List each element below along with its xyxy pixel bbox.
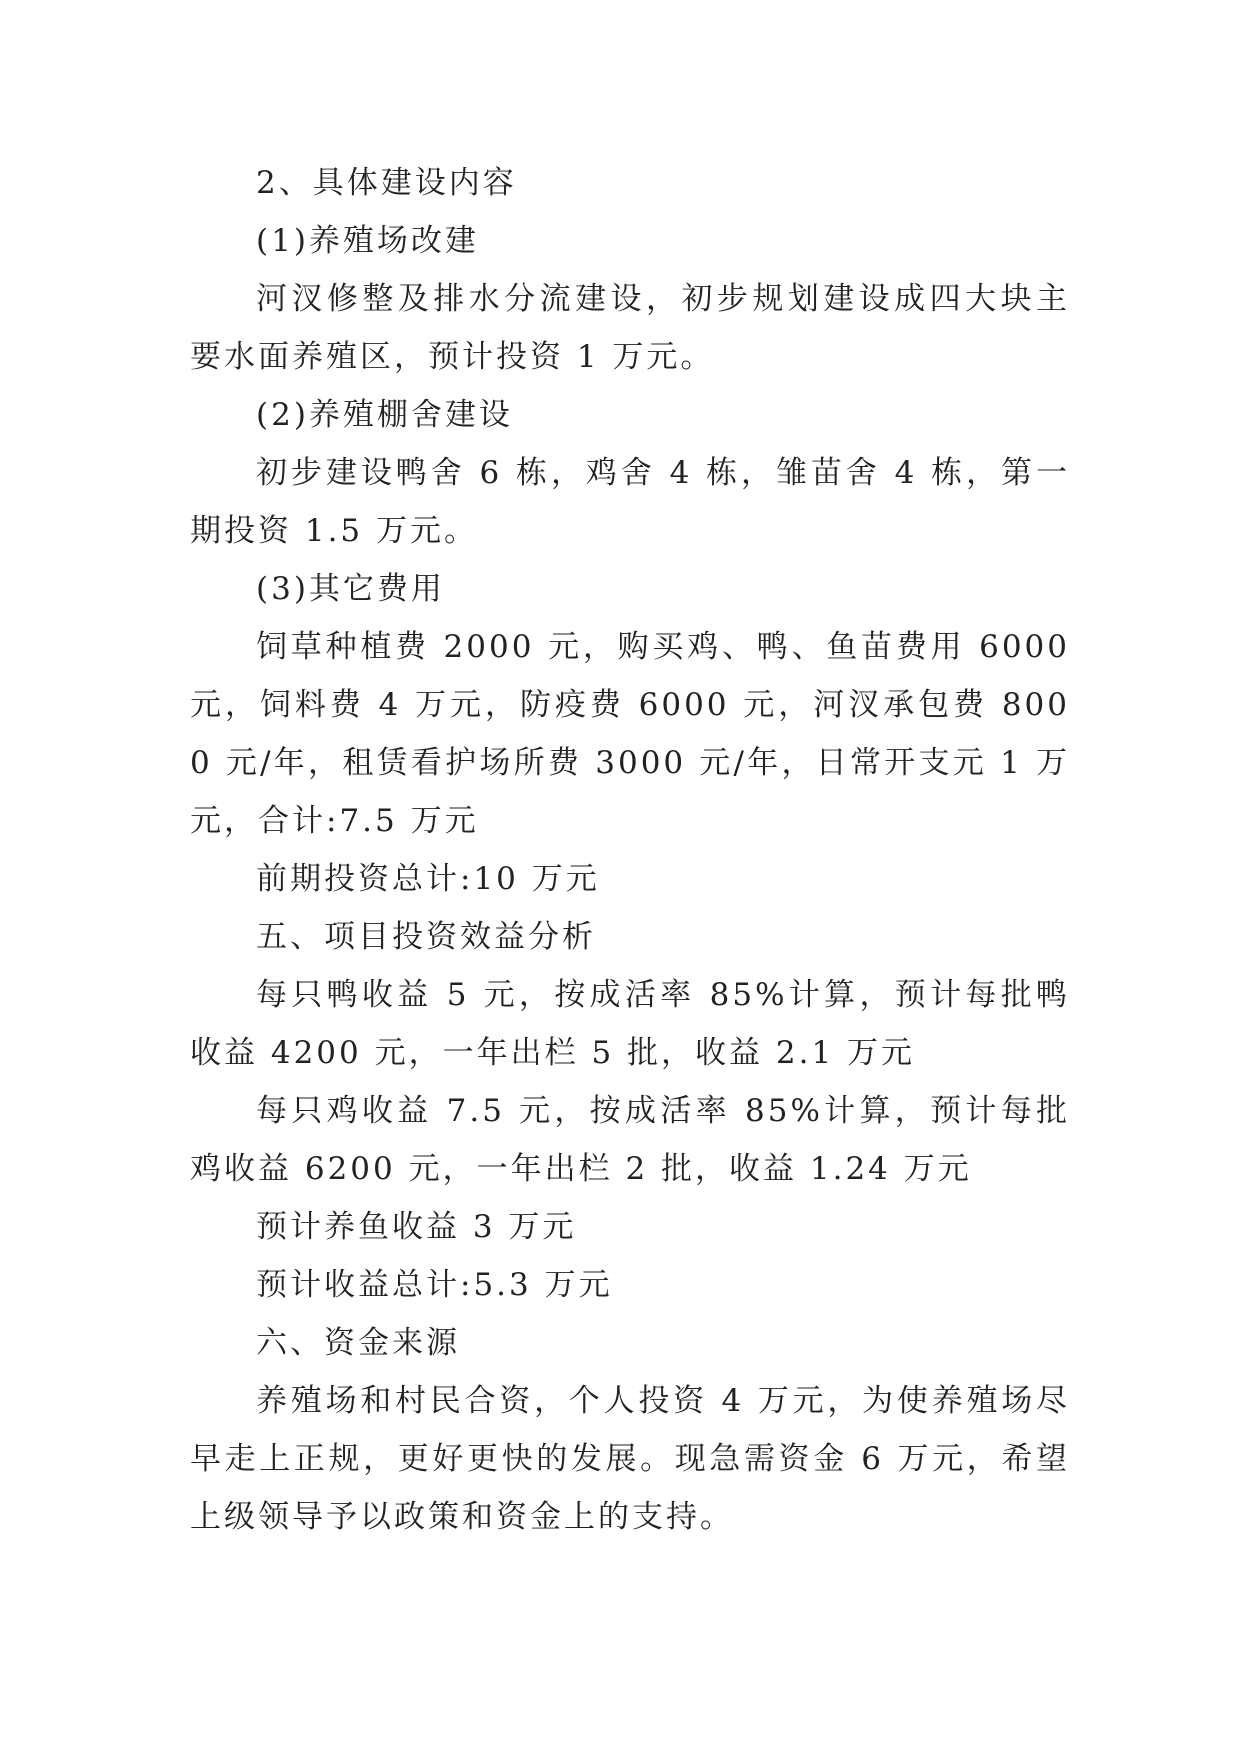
document-body xyxy=(190,154,1070,1546)
paragraph-farm-renovation: 河汊修整及排水分流建设，初步规划建设成四大块主要水面养殖区，预计投资 1 万元。 xyxy=(190,281,1070,375)
section-heading-construction: 2、具体建设内容 xyxy=(256,165,517,201)
subheading-farm-renovation: (1)养殖场改建 xyxy=(256,223,479,259)
section-heading-funding: 六、资金来源 xyxy=(256,1325,460,1361)
subheading-other-costs: (3)其它费用 xyxy=(256,571,445,607)
paragraph-funding: 养殖场和村民合资，个人投资 4 万元，为使养殖场尽早走上正规，更好更快的发展。现急需资金 6 万元，希望上级领导予以政策和资金上的支持。 xyxy=(190,1383,1070,1535)
subheading-sheds: (2)养殖棚舍建设 xyxy=(256,397,513,433)
paragraph-other-costs: 饲草种植费 2000 元，购买鸡、鸭、鱼苗费用 6000 元，饲料费 4 万元，防疫费 6000 元，河汊承包费 8000 元/年，租赁看护场所费 3000 元/年，日常开支元 1 万元，合计:7.5 万元 xyxy=(190,629,1070,839)
paragraph-fish-income: 预计养鱼收益 3 万元 xyxy=(256,1209,577,1245)
paragraph-initial-investment-total: 前期投资总计:10 万元 xyxy=(256,861,600,897)
paragraph-income-total: 预计收益总计:5.3 万元 xyxy=(256,1267,613,1303)
paragraph-sheds: 初步建设鸭舍 6 栋，鸡舍 4 栋，雏苗舍 4 栋，第一期投资 1.5 万元。 xyxy=(190,455,1070,549)
paragraph-duck-income: 每只鸭收益 5 元，按成活率 85%计算，预计每批鸭收益 4200 元，一年出栏 5 批，收益 2.1 万元 xyxy=(190,977,1070,1071)
section-heading-benefit-analysis: 五、项目投资效益分析 xyxy=(256,919,596,955)
paragraph-chicken-income: 每只鸡收益 7.5 元，按成活率 85%计算，预计每批鸡收益 6200 元，一年出栏 2 批，收益 1.24 万元 xyxy=(190,1093,1070,1187)
